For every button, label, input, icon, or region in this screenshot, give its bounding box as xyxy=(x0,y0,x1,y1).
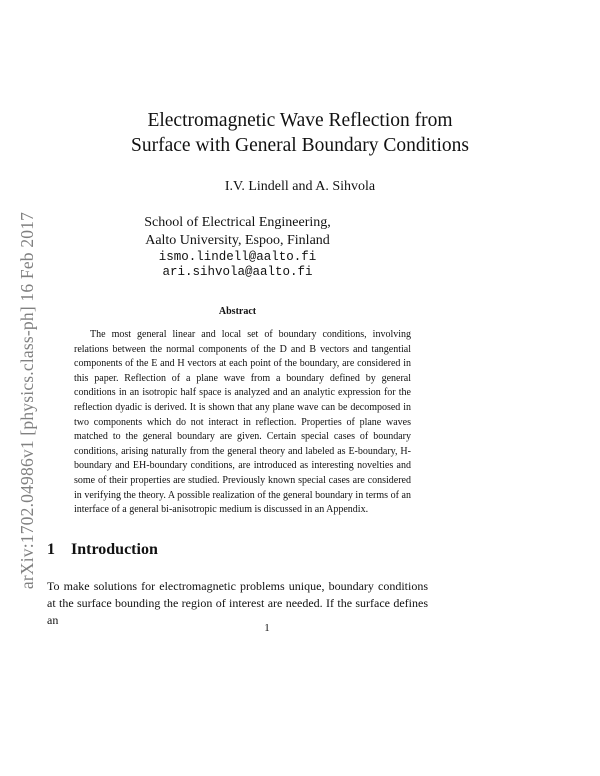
authors: I.V. Lindell and A. Sihvola xyxy=(224,179,376,194)
body-paragraph: To make solutions for electromagnetic problems unique, boundary conditions at the surface bounding the region of interest are needed. If the surface defines an xyxy=(47,579,428,627)
abstract-heading: Abstract xyxy=(218,306,257,317)
abstract-text: The most general linear and local set of boundary conditions, involving relations between the normal components of the D and B vectors and tangential components of the E and H vectors at each point of the boundary, are considered in this paper. Reflection of a plane wave from a boundary defined by general conditions in an isotropic half space is analyzed and an analytic expression for the reflection dyadic is derived. It is shown that any plane wave can be decomposed in two components which do not interact in reflection. Properties of plane waves matched to the general boundary are given. Certain special cases of boundary conditions, arising naturally from the general theory and labeled as E-boundary, H-boundary and EH-boundary conditions, are introduced as interesting novelties and some of their properties are studied. Previously known special cases are considered in verifying the theory. A possible realization of the general boundary in terms of an interface of a general bi-anisotropic medium is discussed in an Appendix. xyxy=(74,329,411,516)
arxiv-identifier: arXiv:1702.04986v1 [physics.class-ph] 16 Feb 2017 xyxy=(17,211,38,590)
email-1: ismo.lindell@aalto.fi xyxy=(158,250,317,264)
paper-title xyxy=(0,108,600,158)
section-heading xyxy=(47,541,158,559)
affiliation-line-1: School of Electrical Engineering, xyxy=(144,215,331,230)
section-title: Introduction xyxy=(71,541,158,558)
email-list xyxy=(0,250,475,280)
title-line-2: Surface with General Boundary Conditions xyxy=(131,135,469,156)
affiliation-line-2: Aalto University, Espoo, Finland xyxy=(145,233,330,248)
email-2: ari.sihvola@aalto.fi xyxy=(162,265,313,279)
section-number: 1 xyxy=(47,541,55,558)
page-number: 1 xyxy=(264,622,270,634)
title-line-1: Electromagnetic Wave Reflection from xyxy=(147,110,453,131)
affiliation xyxy=(0,214,475,250)
